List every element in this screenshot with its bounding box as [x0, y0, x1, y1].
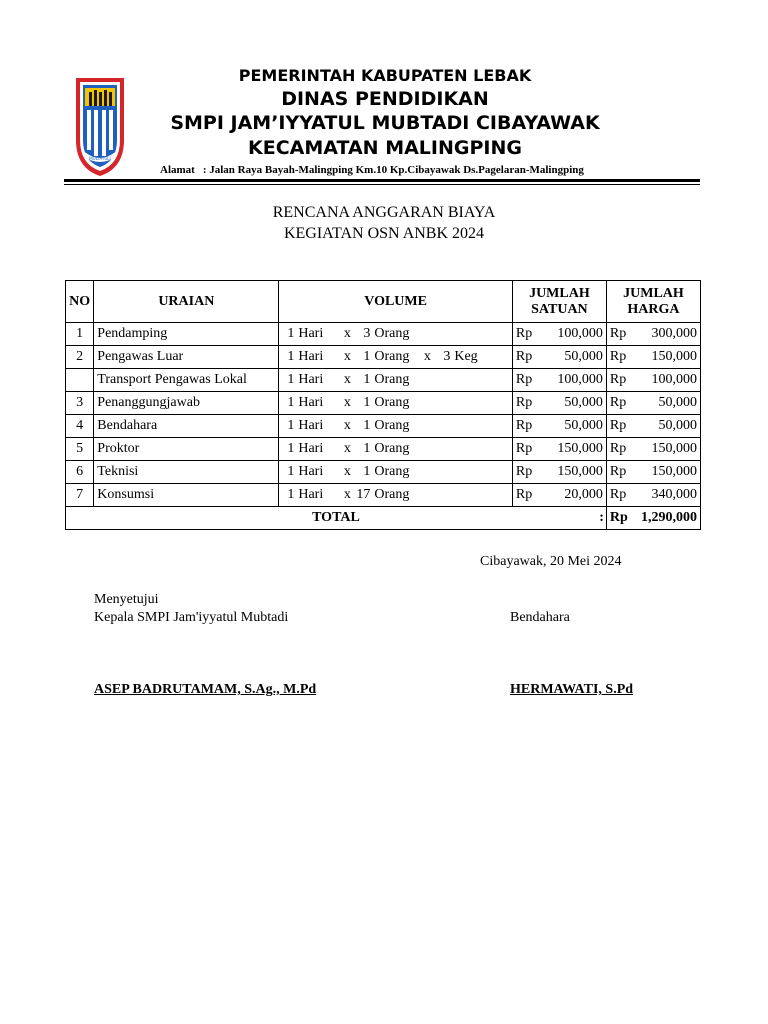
harga-amount: 50,000: [658, 395, 697, 410]
cell-volume: [279, 461, 513, 484]
table-row: [66, 346, 701, 369]
table-row: [66, 392, 701, 415]
letterhead-district: KECAMATAN MALINGPING: [248, 137, 522, 159]
header-satuan-line1: JUMLAH: [529, 285, 590, 301]
cell-harga: [606, 369, 700, 392]
cell-satuan: [512, 484, 606, 507]
satuan-amount: 150,000: [557, 441, 603, 456]
vol-unit3: Keg: [454, 349, 478, 364]
currency-label: Rp: [515, 395, 533, 410]
table-row: [66, 369, 701, 392]
letterhead-school: SMPI JAM’IYYATUL MUBTADI CIBAYAWAK: [170, 112, 600, 134]
vol-unit2: Orang: [374, 418, 410, 433]
header-no: NO: [66, 281, 94, 323]
cell-uraian: Transport Pengawas Lokal: [94, 369, 279, 392]
cell-volume: [279, 484, 513, 507]
cell-satuan: [512, 438, 606, 461]
header-satuan-line2: SATUAN: [531, 301, 588, 317]
cell-no: 2: [66, 346, 94, 369]
vol-qty2: 1: [363, 349, 371, 364]
vol-unit1: Hari: [298, 418, 324, 433]
vol-times1: x: [343, 372, 351, 387]
cell-uraian: Pendamping: [94, 323, 279, 346]
letterhead-department: DINAS PENDIDIKAN: [281, 88, 489, 110]
currency-label: Rp: [515, 372, 533, 387]
regency-logo: [72, 70, 128, 180]
vol-qty1: 1: [287, 326, 295, 341]
satuan-amount: 100,000: [557, 326, 603, 341]
harga-amount: 50,000: [658, 418, 697, 433]
total-label-cell: [66, 507, 607, 530]
vol-qty2: 17: [356, 487, 371, 502]
vol-qty1: 1: [287, 395, 295, 410]
cell-satuan: [512, 369, 606, 392]
satuan-amount: 50,000: [564, 418, 603, 433]
logo-motto: MULTATULI: [89, 156, 111, 161]
principal-title: Kepala SMPI Jam'iyyatul Mubtadi: [94, 610, 289, 625]
cell-volume: [279, 438, 513, 461]
table-row: [66, 484, 701, 507]
satuan-amount: 50,000: [564, 395, 603, 410]
harga-amount: 150,000: [651, 441, 697, 456]
vol-unit2: Orang: [374, 464, 410, 479]
satuan-amount: 20,000: [564, 487, 603, 502]
cell-volume: [279, 346, 513, 369]
cell-harga: [606, 346, 700, 369]
cell-uraian: Penanggungjawab: [94, 392, 279, 415]
harga-amount: 150,000: [651, 464, 697, 479]
address-label: Alamat: [160, 164, 195, 176]
currency-label: Rp: [609, 372, 627, 387]
harga-amount: 340,000: [651, 487, 697, 502]
vol-qty1: 1: [287, 464, 295, 479]
principal-signature-name: ASEP BADRUTAMAM, S.Ag., M.Pd: [94, 682, 317, 697]
currency-label: Rp: [609, 510, 628, 525]
cell-volume: [279, 369, 513, 392]
header-uraian: URAIAN: [94, 281, 279, 323]
cell-no: 6: [66, 461, 94, 484]
cell-satuan: [512, 346, 606, 369]
cell-uraian: Bendahara: [94, 415, 279, 438]
cell-uraian: Teknisi: [94, 461, 279, 484]
vol-qty2: 1: [363, 441, 371, 456]
vol-unit2: Orang: [374, 349, 410, 364]
vol-qty1: 1: [287, 441, 295, 456]
currency-label: Rp: [609, 441, 627, 456]
total-value-cell: [606, 507, 700, 530]
vol-qty1: 1: [287, 372, 295, 387]
total-amount: 1,290,000: [641, 510, 697, 525]
cell-uraian: Pengawas Luar: [94, 346, 279, 369]
cell-harga: [606, 484, 700, 507]
vol-qty3: 3: [443, 349, 451, 364]
satuan-amount: 50,000: [564, 349, 603, 364]
cell-harga: [606, 323, 700, 346]
currency-label: Rp: [515, 464, 533, 479]
vol-unit2: Orang: [374, 326, 410, 341]
cell-harga: [606, 438, 700, 461]
currency-label: Rp: [609, 487, 627, 502]
table-row: [66, 438, 701, 461]
currency-label: Rp: [515, 487, 533, 502]
cell-no: [66, 369, 94, 392]
vol-qty2: 1: [363, 372, 371, 387]
header-harga-line1: JUMLAH: [623, 285, 684, 301]
cell-no: 4: [66, 415, 94, 438]
approval-label: Menyetujui: [94, 592, 159, 607]
currency-label: Rp: [609, 326, 627, 341]
table-row: [66, 415, 701, 438]
cell-harga: [606, 392, 700, 415]
cell-no: 1: [66, 323, 94, 346]
vol-times1: x: [343, 395, 351, 410]
cell-satuan: [512, 323, 606, 346]
vol-unit1: Hari: [298, 349, 324, 364]
vol-qty2: 3: [363, 326, 371, 341]
vol-unit1: Hari: [298, 326, 324, 341]
treasurer-title: Bendahara: [510, 610, 570, 625]
cell-uraian: Konsumsi: [94, 484, 279, 507]
vol-unit2: Orang: [374, 441, 410, 456]
treasurer-signature-name: HERMAWATI, S.Pd: [510, 682, 634, 697]
satuan-amount: 150,000: [557, 464, 603, 479]
vol-times1: x: [343, 349, 351, 364]
letterhead-address: [160, 164, 584, 176]
letterhead-thick-rule: [64, 179, 700, 182]
vol-times1: x: [343, 464, 351, 479]
vol-qty2: 1: [363, 418, 371, 433]
harga-amount: 100,000: [651, 372, 697, 387]
vol-qty1: 1: [287, 418, 295, 433]
harga-amount: 150,000: [651, 349, 697, 364]
cell-no: 7: [66, 484, 94, 507]
cell-harga: [606, 461, 700, 484]
vol-unit2: Orang: [374, 395, 410, 410]
vol-times1: x: [343, 441, 351, 456]
total-row: [66, 507, 701, 530]
satuan-amount: 100,000: [557, 372, 603, 387]
vol-qty1: 1: [287, 349, 295, 364]
table-body: [66, 323, 701, 530]
letterhead-thin-rule: [64, 184, 700, 185]
vol-unit1: Hari: [298, 395, 324, 410]
vol-qty2: 1: [363, 395, 371, 410]
currency-label: Rp: [609, 464, 627, 479]
vol-times1: x: [343, 487, 351, 502]
document-title: RENCANA ANGGARAN BIAYA: [272, 204, 496, 221]
cell-satuan: [512, 415, 606, 438]
currency-label: Rp: [515, 326, 533, 341]
currency-label: Rp: [515, 349, 533, 364]
header-harga-line2: HARGA: [627, 301, 680, 317]
cell-volume: [279, 323, 513, 346]
vol-times1: x: [343, 418, 351, 433]
table-row: [66, 461, 701, 484]
header-volume: VOLUME: [279, 281, 513, 323]
cell-volume: [279, 415, 513, 438]
header-jumlah-satuan: [512, 281, 606, 323]
table-row: [66, 323, 701, 346]
harga-amount: 300,000: [651, 326, 697, 341]
total-label: TOTAL: [312, 510, 360, 525]
cell-no: 3: [66, 392, 94, 415]
currency-label: Rp: [609, 418, 627, 433]
vol-times2: x: [423, 349, 431, 364]
vol-unit1: Hari: [298, 487, 324, 502]
letterhead-government: PEMERINTAH KABUPATEN LEBAK: [238, 66, 532, 85]
currency-label: Rp: [515, 418, 533, 433]
vol-unit1: Hari: [298, 372, 324, 387]
cell-harga: [606, 415, 700, 438]
vol-unit1: Hari: [298, 441, 324, 456]
cell-satuan: [512, 392, 606, 415]
header-jumlah-harga: [606, 281, 700, 323]
vol-unit2: Orang: [374, 487, 410, 502]
table-header-row: [66, 281, 701, 323]
document-subtitle: KEGIATAN OSN ANBK 2024: [283, 225, 485, 242]
address-text: : Jalan Raya Bayah-Malingping Km.10 Kp.Cibayawak Ds.Pagelaran-Malingping: [202, 164, 584, 176]
place-date: Cibayawak, 20 Mei 2024: [480, 554, 622, 569]
currency-label: Rp: [609, 349, 627, 364]
total-colon: :: [599, 510, 604, 525]
vol-unit2: Orang: [374, 372, 410, 387]
cell-satuan: [512, 461, 606, 484]
cell-uraian: Proktor: [94, 438, 279, 461]
vol-qty2: 1: [363, 464, 371, 479]
cell-no: 5: [66, 438, 94, 461]
vol-qty1: 1: [287, 487, 295, 502]
vol-unit1: Hari: [298, 464, 324, 479]
currency-label: Rp: [515, 441, 533, 456]
currency-label: Rp: [609, 395, 627, 410]
budget-table: [65, 280, 701, 530]
cell-volume: [279, 392, 513, 415]
vol-times1: x: [343, 326, 351, 341]
